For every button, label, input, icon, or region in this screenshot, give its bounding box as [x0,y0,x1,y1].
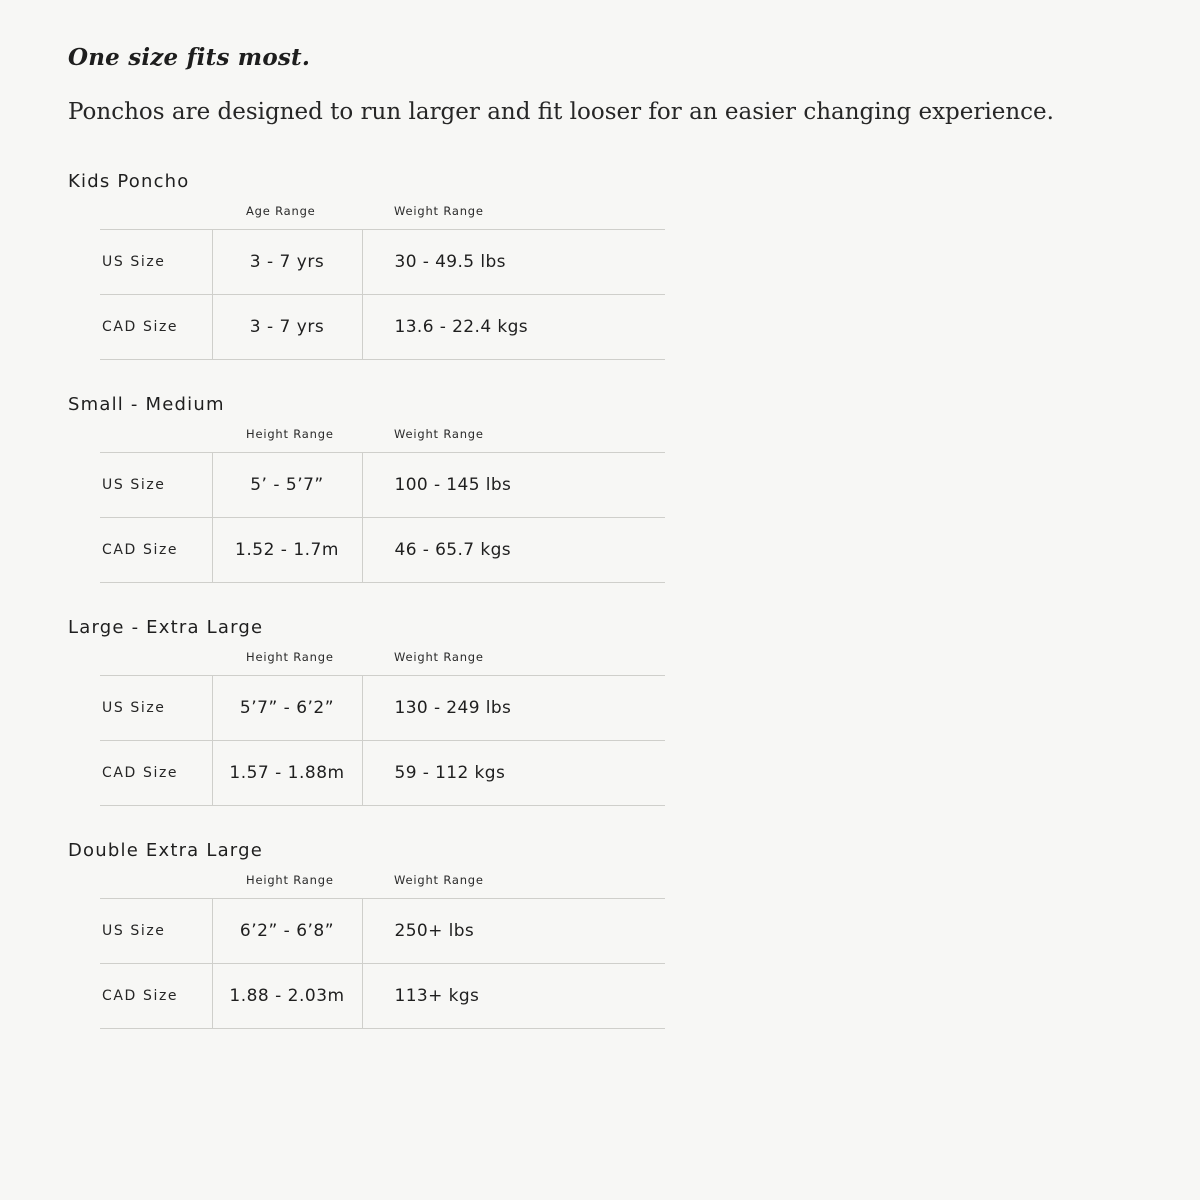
row-value-range-2: 100 - 145 lbs [362,453,665,518]
row-label: CAD Size [100,518,212,583]
row-value-range-2: 59 - 112 kgs [362,741,665,806]
size-section-kids-poncho [68,171,1132,360]
table-header-row [100,650,665,676]
page-title: One size fits most. [68,44,311,71]
table-row [100,899,665,964]
size-section-large-extra-large [68,617,1132,806]
row-value-range-1: 3 - 7 yrs [212,295,362,360]
row-label: US Size [100,676,212,741]
row-label: CAD Size [100,741,212,806]
section-title: Small - Medium [68,394,225,416]
row-value-range-2: 250+ lbs [362,899,665,964]
column-header-blank [100,873,212,899]
page-subtitle: Ponchos are designed to run larger and fit looser for an easier changing experience. [68,98,1054,125]
table-row [100,295,665,360]
table-row [100,453,665,518]
column-header-range-2: Weight Range [394,204,484,219]
column-header-range-2: Weight Range [394,427,484,442]
size-table [100,873,665,1029]
row-value-range-1: 3 - 7 yrs [212,230,362,295]
column-header-range-1: Height Range [246,873,334,888]
column-header-blank [100,427,212,453]
table-row [100,676,665,741]
section-title: Large - Extra Large [68,617,264,639]
table-row [100,518,665,583]
column-header-range-1: Height Range [246,650,334,665]
row-value-range-1: 1.57 - 1.88m [212,741,362,806]
row-value-range-1: 1.88 - 2.03m [212,964,362,1029]
table-header-row [100,204,665,230]
column-header-blank [100,204,212,230]
row-value-range-2: 130 - 249 lbs [362,676,665,741]
row-label: US Size [100,230,212,295]
row-value-range-1: 5’7” - 6’2” [212,676,362,741]
column-header-blank [100,650,212,676]
row-value-range-2: 30 - 49.5 lbs [362,230,665,295]
column-header-range-1: Height Range [246,427,334,442]
row-label: CAD Size [100,295,212,360]
table-row [100,964,665,1029]
table-row [100,741,665,806]
size-section-small-medium [68,394,1132,583]
table-row [100,230,665,295]
row-value-range-2: 113+ kgs [362,964,665,1029]
size-section-double-extra-large [68,840,1132,1029]
row-label: US Size [100,899,212,964]
row-label: CAD Size [100,964,212,1029]
row-value-range-2: 13.6 - 22.4 kgs [362,295,665,360]
row-value-range-1: 5’ - 5’7” [212,453,362,518]
section-title: Kids Poncho [68,171,190,193]
row-value-range-2: 46 - 65.7 kgs [362,518,665,583]
column-header-range-1: Age Range [246,204,316,219]
size-table [100,650,665,806]
table-header-row [100,873,665,899]
section-title: Double Extra Large [68,840,263,862]
table-header-row [100,427,665,453]
column-header-range-2: Weight Range [394,873,484,888]
column-header-range-2: Weight Range [394,650,484,665]
row-label: US Size [100,453,212,518]
row-value-range-1: 1.52 - 1.7m [212,518,362,583]
size-table [100,204,665,360]
row-value-range-1: 6’2” - 6’8” [212,899,362,964]
size-table [100,427,665,583]
